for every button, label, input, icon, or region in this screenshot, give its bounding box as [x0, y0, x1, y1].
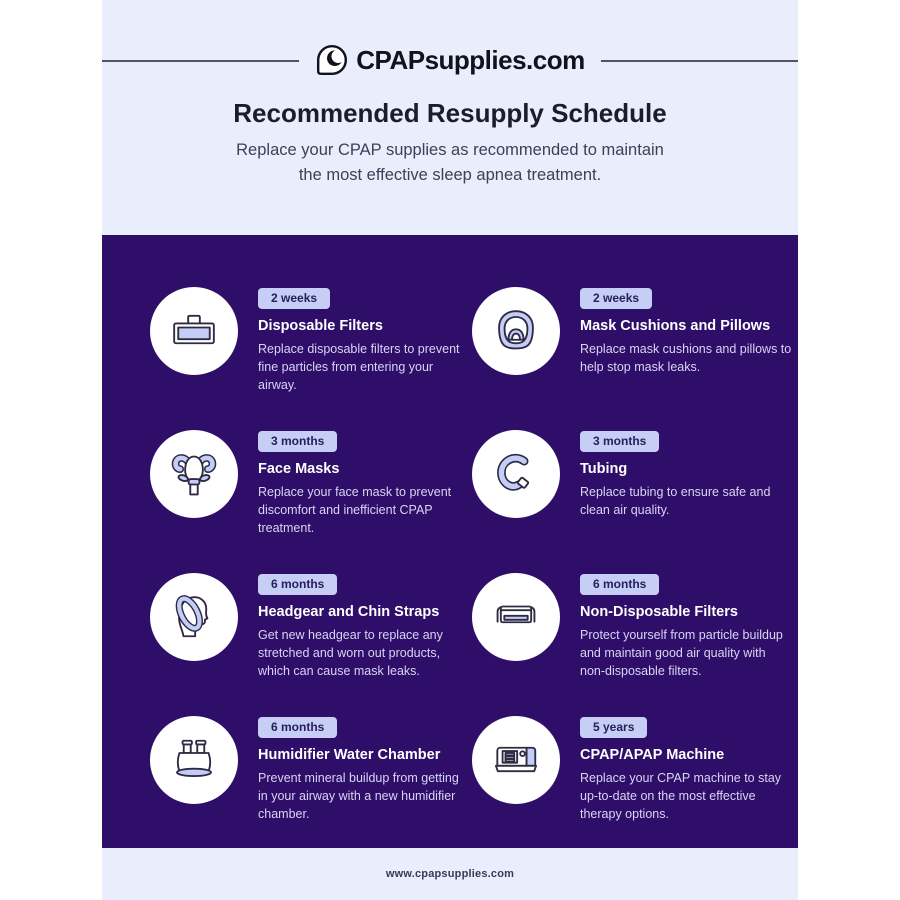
item-description: Prevent mineral buildup from getting in your airway with a new humidifier chamber.	[258, 771, 459, 821]
item-text-block	[258, 287, 470, 430]
page-title: Recommended Resupply Schedule	[233, 98, 667, 128]
resupply-item-tubing	[472, 430, 798, 573]
interval-badge: 2 weeks	[580, 288, 652, 309]
resupply-item-cpap-machine	[472, 716, 798, 859]
item-title: Face Masks	[258, 461, 340, 477]
non-disposable-filter-icon	[488, 589, 544, 645]
disposable-filter-icon	[166, 303, 222, 359]
item-text-block	[258, 430, 470, 573]
item-description: Replace tubing to ensure safe and clean air quality.	[580, 485, 771, 517]
schedule-grid	[102, 235, 798, 848]
item-icon-circle	[472, 573, 560, 661]
item-description: Replace disposable filters to prevent fine particles from entering your airway.	[258, 342, 460, 392]
humidifier-water-chamber-icon	[166, 732, 222, 788]
item-description: Replace mask cushions and pillows to help stop mask leaks.	[580, 342, 792, 374]
footer-section	[102, 848, 798, 900]
interval-badge: 2 weeks	[258, 288, 330, 309]
mask-cushion-icon	[488, 303, 544, 359]
item-icon-circle	[472, 287, 560, 375]
item-text-block	[580, 573, 792, 716]
resupply-item-mask-cushions	[472, 287, 798, 430]
item-description: Replace your face mask to prevent discomfort and inefficient CPAP treatment.	[258, 485, 452, 535]
item-description: Replace your CPAP machine to stay up-to-date on the most effective therapy options.	[580, 771, 782, 821]
footer-url: www.cpapsupplies.com	[385, 868, 515, 880]
resupply-item-non-disposable-filters	[472, 573, 798, 716]
cpap-machine-icon	[488, 732, 544, 788]
item-icon-circle	[472, 430, 560, 518]
logo-row	[102, 36, 798, 84]
interval-badge: 3 months	[258, 431, 337, 452]
interval-badge: 6 months	[258, 574, 337, 595]
resupply-item-disposable-filters	[150, 287, 472, 430]
resupply-item-humidifier-chamber	[150, 716, 472, 859]
tubing-icon	[488, 446, 544, 502]
item-text-block	[580, 287, 792, 430]
logo-text: CPAPsupplies.com	[356, 44, 585, 75]
item-title: CPAP/APAP Machine	[580, 747, 725, 763]
resupply-item-face-masks	[150, 430, 472, 573]
item-title: Tubing	[580, 461, 628, 477]
item-title: Humidifier Water Chamber	[258, 747, 441, 763]
item-icon-circle	[150, 430, 238, 518]
item-title: Non-Disposable Filters	[580, 604, 738, 620]
item-icon-circle	[150, 287, 238, 375]
item-text-block	[258, 716, 470, 859]
subtitle-line-2: the most effective sleep apnea treatment.	[298, 166, 602, 184]
item-icon-circle	[472, 716, 560, 804]
brand-logo	[299, 43, 600, 77]
item-title: Headgear and Chin Straps	[258, 604, 440, 620]
page-subtitle	[102, 138, 798, 188]
interval-badge: 3 months	[580, 431, 659, 452]
interval-badge: 6 months	[580, 574, 659, 595]
item-description: Protect yourself from particle buildup and maintain good air quality with non-disposable filters.	[580, 628, 783, 678]
item-text-block	[580, 716, 792, 859]
item-text-block	[258, 573, 470, 716]
item-icon-circle	[150, 573, 238, 661]
speech-bubble-moon-icon	[315, 43, 349, 77]
infographic-page	[102, 0, 798, 900]
resupply-item-headgear	[150, 573, 472, 716]
interval-badge: 5 years	[580, 717, 647, 738]
header-section	[102, 0, 798, 235]
face-mask-icon	[166, 446, 222, 502]
item-title: Disposable Filters	[258, 318, 383, 334]
headgear-chin-strap-icon	[166, 589, 222, 645]
interval-badge: 6 months	[258, 717, 337, 738]
item-description: Get new headgear to replace any stretched and worn out products, which can cause mask leaks.	[258, 628, 443, 678]
item-icon-circle	[150, 716, 238, 804]
subtitle-line-1: Replace your CPAP supplies as recommended to maintain	[236, 141, 664, 159]
item-text-block	[580, 430, 792, 573]
item-title: Mask Cushions and Pillows	[580, 318, 771, 334]
